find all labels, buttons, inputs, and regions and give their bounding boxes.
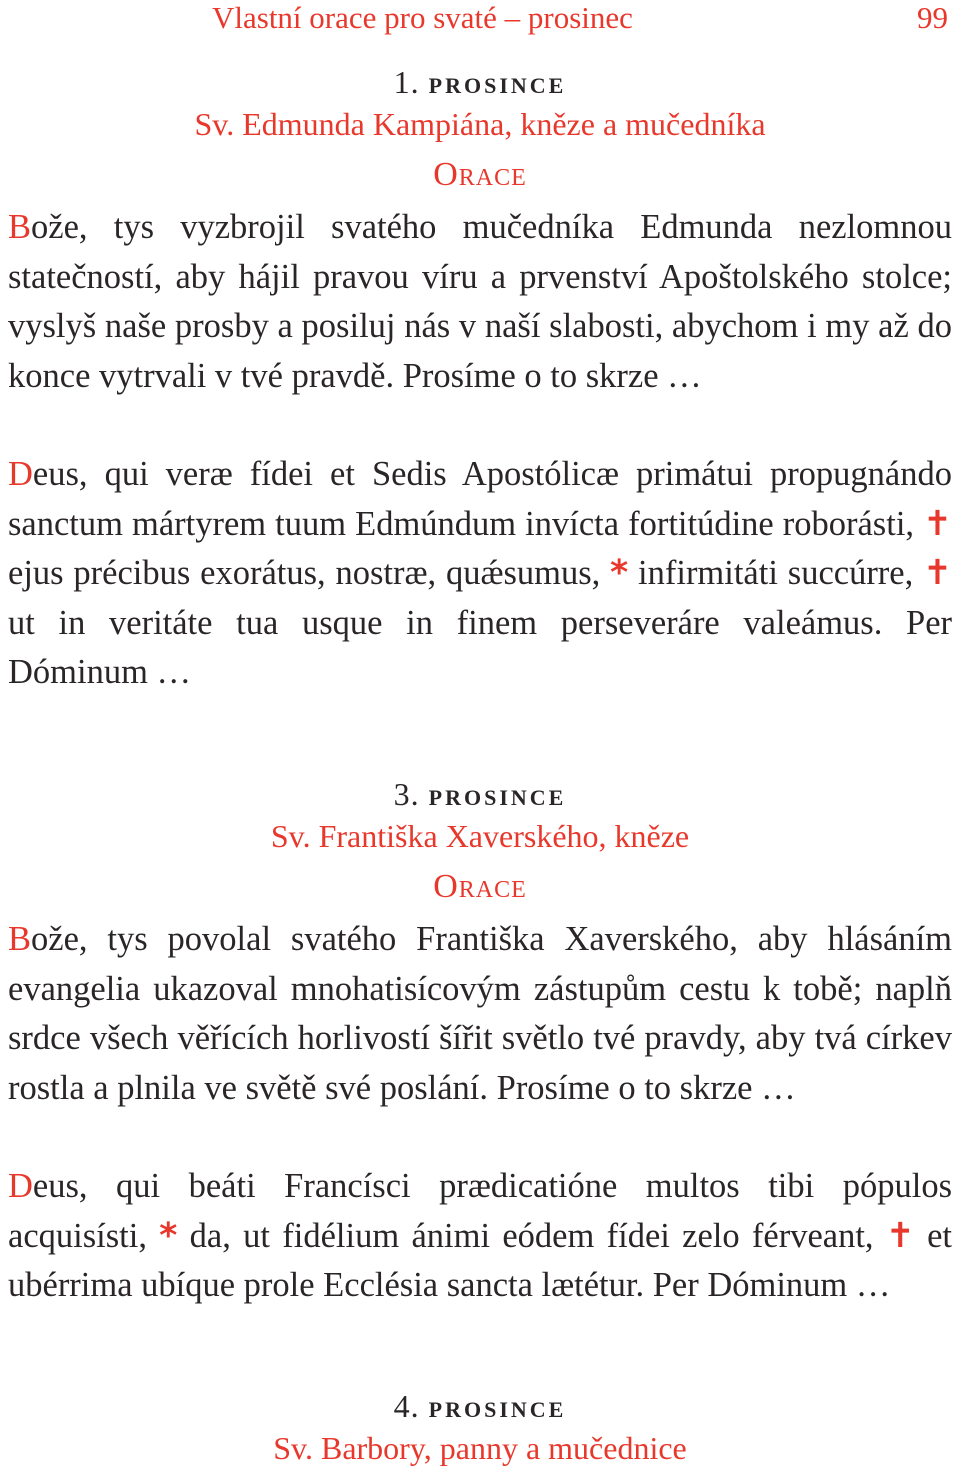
day-heading-1-prosince	[0, 64, 960, 101]
prayer-text: ože, tys vyzbrojil svatého mučedníka Edmunda nezlomnou statečností, aby hájil pravou víru a prvenství Apoštolského stolce; vyslyš naše prosby a posiluj nás v naší slabosti, abychom i my až do konce vytrvali v tvé pravdě. Prosíme o to skrze …	[8, 208, 952, 395]
section-label-orace: Orace	[433, 868, 527, 905]
cross-icon: ✝	[923, 553, 952, 593]
day-number: 3.	[393, 776, 420, 812]
latin-prayer	[8, 1162, 952, 1311]
saint-name: Sv. Edmunda Kampiána, kněze a mučedníka	[194, 106, 766, 142]
prayer-text: ut in veritáte tua usque in finem perseveráre valeámus. Per Dóminum …	[8, 603, 952, 691]
czech-prayer	[8, 915, 952, 1113]
day-number: 1.	[393, 64, 420, 100]
page-number: 99	[917, 0, 948, 35]
prayer-text: ejus précibus exorátus, nostræ, quǽsumus,	[8, 554, 601, 592]
month-name: prosince	[428, 776, 567, 812]
asterisk-icon: *	[610, 553, 629, 593]
saint-name: Sv. Barbory, panny a mučednice	[273, 1430, 687, 1466]
drop-initial: D	[8, 1167, 33, 1205]
latin-prayer	[8, 450, 952, 698]
prayer-text: et ubérrima ubíque prole Ecclésia sancta lætétur. Per Dóminum …	[8, 1216, 952, 1304]
month-name: prosince	[428, 1388, 567, 1424]
day-heading-3-prosince	[0, 776, 960, 813]
prayer-text: infirmitáti succúrre,	[638, 554, 914, 592]
prayer-text: ože, tys povolal svatého Františka Xaverského, aby hlásáním evangelia ukazoval mnohatisícovým zástupům cestu k tobě; naplň srdce všech věřících horlivostí šířit světlo tvé pravdy, aby tvá církev rostla a plnila ve světě své poslání. Prosíme o to skrze …	[8, 920, 952, 1107]
section-label-orace: Orace	[433, 156, 527, 193]
day-number: 4.	[393, 1388, 420, 1424]
czech-prayer	[8, 203, 952, 401]
asterisk-icon: *	[159, 1215, 178, 1256]
drop-initial: B	[8, 208, 32, 246]
saint-name: Sv. Františka Xaverského, kněze	[270, 818, 690, 854]
running-title: Vlastní orace pro svaté – prosinec	[212, 0, 633, 35]
cross-icon: ✝	[885, 1215, 915, 1256]
day-heading-4-prosince	[0, 1388, 960, 1425]
prayer-text: eus, qui veræ fídei et Sedis Apostólicæ primátui propugnándo sanctum mártyrem tuum Edmúndum invícta fortitúdine roborásti,	[8, 455, 952, 543]
prayer-text: da, ut fidélium ánimi eódem fídei zelo férveant,	[189, 1216, 874, 1255]
drop-initial: D	[8, 455, 33, 493]
drop-initial: B	[8, 920, 32, 958]
month-name: prosince	[428, 64, 567, 100]
running-head	[212, 0, 948, 40]
prayer-text: eus, qui beáti Francísci prædicatióne multos tibi pópulos acquisísti,	[8, 1167, 952, 1255]
cross-icon: ✝	[923, 503, 952, 544]
